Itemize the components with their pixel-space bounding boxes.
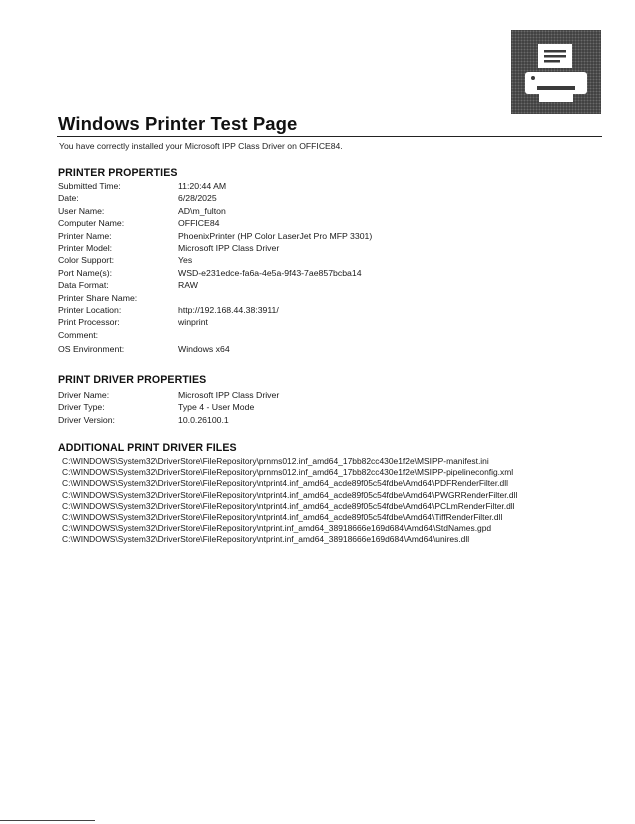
printer-properties-list xyxy=(58,180,578,355)
driver-files-list xyxy=(62,456,602,546)
property-value: WSD-e231edce-fa6a-4e5a-9f43-7ae857bcba14 xyxy=(178,267,362,278)
printer-icon xyxy=(511,30,601,114)
property-row xyxy=(58,389,578,401)
driver-files-heading: ADDITIONAL PRINT DRIVER FILES xyxy=(58,442,237,454)
printer-properties-heading: PRINTER PROPERTIES xyxy=(58,167,178,179)
property-label: Printer Location: xyxy=(58,304,122,315)
property-row xyxy=(58,292,578,304)
driver-file-path: C:\WINDOWS\System32\DriverStore\FileRepository\ntprint4.inf_amd64_acde89f05c54fdbe\Amd64\PCLmRenderFilter.dll xyxy=(62,500,515,511)
property-label: Printer Name: xyxy=(58,230,112,241)
driver-file-path: C:\WINDOWS\System32\DriverStore\FileRepository\ntprint.inf_amd64_38918666e169d684\Amd64\unires.dll xyxy=(62,534,470,545)
property-value: 11:20:44 AM xyxy=(178,181,227,191)
property-row xyxy=(58,401,578,413)
property-label: Comment: xyxy=(58,329,99,340)
property-value: Windows x64 xyxy=(178,344,230,355)
property-label: Driver Name: xyxy=(58,390,110,400)
property-label: Printer Share Name: xyxy=(58,292,138,303)
property-value: 6/28/2025 xyxy=(178,193,217,204)
property-value: PhoenixPrinter (HP Color LaserJet Pro MFP 3301) xyxy=(178,230,373,241)
property-value: AD\m_fulton xyxy=(178,205,226,216)
property-value: Type 4 - User Mode xyxy=(178,402,255,413)
driver-file-path: C:\WINDOWS\System32\DriverStore\FileRepository\ntprint.inf_amd64_38918666e169d684\Amd64\StdNames.gpd xyxy=(62,523,492,534)
property-label: Color Support: xyxy=(58,255,115,266)
driver-file-path: C:\WINDOWS\System32\DriverStore\FileRepository\ntprint4.inf_amd64_acde89f05c54fdbe\Amd64\TiffRenderFilter.dll xyxy=(62,511,503,522)
driver-properties-heading: PRINT DRIVER PROPERTIES xyxy=(58,374,207,386)
property-row xyxy=(58,304,578,316)
driver-file-path: C:\WINDOWS\System32\DriverStore\FileRepository\ntprint4.inf_amd64_acde89f05c54fdbe\Amd64\PDFRenderFilter.dll xyxy=(62,478,508,489)
property-label: Port Name(s): xyxy=(58,267,113,278)
page-title: Windows Printer Test Page xyxy=(58,113,298,134)
property-label: Driver Type: xyxy=(58,402,105,413)
property-value: 10.0.26100.1 xyxy=(178,414,229,425)
driver-properties-list xyxy=(58,389,578,426)
property-value: winprint xyxy=(178,317,208,328)
property-row xyxy=(58,329,578,341)
driver-file-path: C:\WINDOWS\System32\DriverStore\FileRepository\ntprint4.inf_amd64_acde89f05c54fdbe\Amd64\PWGRRenderFilter.dll xyxy=(62,489,518,500)
property-row xyxy=(58,192,578,204)
property-value: Microsoft IPP Class Driver xyxy=(178,242,280,253)
driver-file-path: C:\WINDOWS\System32\DriverStore\FileRepository\prnms012.inf_amd64_17bb82cc430e1f2e\MSIPP-manifest.ini xyxy=(62,456,489,466)
property-value: Yes xyxy=(178,255,193,266)
property-label: Date: xyxy=(58,193,79,204)
driver-file-path: C:\WINDOWS\System32\DriverStore\FileRepository\prnms012.inf_amd64_17bb82cc430e1f2e\MSIPP-pipelineconfig.xml xyxy=(62,467,514,478)
property-row xyxy=(58,343,578,355)
property-label: Print Processor: xyxy=(58,317,120,328)
property-label: User Name: xyxy=(58,205,105,216)
property-label: Computer Name: xyxy=(58,218,125,229)
property-value: OFFICE84 xyxy=(178,218,220,229)
property-row xyxy=(58,254,578,266)
property-value: RAW xyxy=(178,280,198,291)
property-row xyxy=(58,180,578,192)
footer-divider xyxy=(0,820,95,821)
property-label: Submitted Time: xyxy=(58,181,121,191)
property-label: Printer Model: xyxy=(58,242,113,253)
install-message: You have correctly installed your Microsoft IPP Class Driver on OFFICE84. xyxy=(59,141,343,151)
property-value: Microsoft IPP Class Driver xyxy=(178,390,280,400)
property-row xyxy=(58,242,578,254)
property-row xyxy=(58,217,578,229)
property-row xyxy=(58,279,578,291)
property-row xyxy=(58,414,578,426)
property-row xyxy=(58,316,578,328)
property-row xyxy=(58,267,578,279)
printer-logo xyxy=(511,30,601,114)
property-row xyxy=(58,230,578,242)
property-label: Data Format: xyxy=(58,280,109,291)
title-divider xyxy=(57,136,602,137)
property-value: http://192.168.44.38:3911/ xyxy=(178,304,279,315)
property-label: Driver Version: xyxy=(58,414,115,425)
property-label: OS Environment: xyxy=(58,344,125,355)
property-row xyxy=(58,205,578,217)
